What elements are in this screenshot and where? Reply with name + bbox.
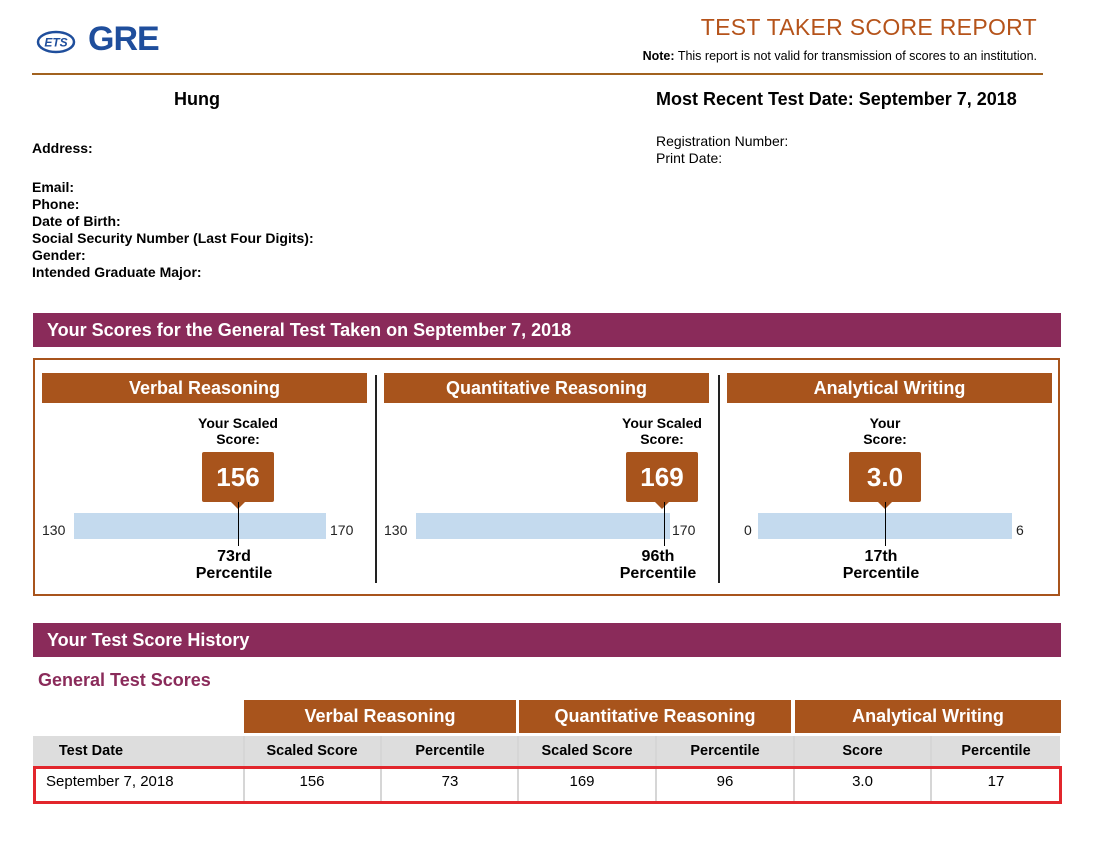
major-label: Intended Graduate Major: (32, 264, 202, 280)
print-date-label: Print Date: (656, 150, 723, 166)
history-cell-date: September 7, 2018 (46, 773, 174, 790)
panel-header: Analytical Writing (727, 373, 1052, 403)
history-section-header: Your Test Score History (33, 623, 1061, 657)
score-value: 169 (626, 452, 698, 502)
history-group-quant: Quantitative Reasoning (519, 700, 791, 733)
score-pointer-icon (655, 502, 669, 509)
note-label: Note: (642, 49, 675, 63)
dob-label: Date of Birth: (32, 213, 121, 229)
scaled-score-label-line: Your Scaled (622, 415, 702, 431)
note-text: This report is not valid for transmission of scores to an institution. (677, 49, 1037, 63)
scale-max-label: 170 (330, 522, 354, 538)
percentile-word: Percentile (842, 565, 920, 582)
scaled-score-label (825, 415, 945, 447)
ets-logo-icon (36, 30, 76, 54)
history-cell-verbal-pct: 73 (441, 773, 459, 790)
report-note (643, 49, 1037, 63)
score-value: 156 (202, 452, 274, 502)
col-writing-pct: Percentile (961, 743, 1031, 759)
scaled-score-label-line: Score: (640, 431, 684, 447)
score-scale-bar (74, 513, 326, 539)
ssn-label: Social Security Number (Last Four Digits): (32, 230, 314, 246)
scale-min-label: 130 (42, 522, 66, 538)
score-scale-bar (416, 513, 670, 539)
scale-max-label: 170 (672, 522, 696, 538)
history-cell-quant-pct: 96 (716, 773, 734, 790)
email-label: Email: (32, 179, 75, 195)
scale-max-label: 6 (1016, 522, 1024, 538)
score-marker (664, 502, 665, 546)
report-title: TEST TAKER SCORE REPORT (700, 14, 1037, 40)
panel-divider (375, 375, 377, 583)
scores-section-header: Your Scores for the General Test Taken on September 7, 2018 (33, 313, 1061, 347)
scaled-score-label (178, 415, 298, 447)
address-label: Address: (32, 140, 93, 156)
percentile-value: 96th (641, 548, 675, 565)
scale-min-label: 0 (744, 522, 752, 538)
col-verbal-scaled: Scaled Score (266, 743, 358, 759)
percentile-value: 17th (864, 548, 898, 565)
panel-header: Quantitative Reasoning (384, 373, 709, 403)
scaled-score-label-line: Score: (216, 431, 260, 447)
percentile-label (811, 548, 951, 582)
phone-label: Phone: (32, 196, 80, 212)
scaled-score-label (602, 415, 722, 447)
score-marker (238, 502, 239, 546)
gre-logo: GRE (88, 20, 159, 58)
history-cell-writing-score: 3.0 (852, 773, 873, 790)
scaled-score-label-line: Score: (863, 431, 907, 447)
percentile-label (164, 548, 304, 582)
general-test-scores-title: General Test Scores (38, 670, 211, 690)
score-value: 3.0 (849, 452, 921, 502)
history-cell-writing-pct: 17 (987, 773, 1005, 790)
col-quant-pct: Percentile (690, 743, 760, 759)
history-group-verbal: Verbal Reasoning (244, 700, 516, 733)
candidate-name: Hung (174, 89, 220, 109)
percentile-word: Percentile (619, 565, 697, 582)
col-writing-score: Score (842, 743, 883, 759)
highlight-box (33, 766, 1062, 804)
scaled-score-label-line: Your Scaled (198, 415, 278, 431)
scaled-score-label-line: Your (869, 415, 901, 431)
recent-test-date: Most Recent Test Date: September 7, 2018 (656, 89, 1017, 109)
scale-min-label: 130 (384, 522, 408, 538)
col-test-date: Test Date (58, 743, 124, 759)
percentile-label (588, 548, 728, 582)
svg-text:ETS: ETS (44, 35, 68, 50)
col-quant-scaled: Scaled Score (541, 743, 633, 759)
percentile-word: Percentile (195, 565, 273, 582)
col-verbal-pct: Percentile (415, 743, 485, 759)
registration-label: Registration Number: (656, 133, 789, 149)
history-group-writing: Analytical Writing (795, 700, 1061, 733)
header-divider (32, 73, 1043, 75)
gender-label: Gender: (32, 247, 86, 263)
history-cell-verbal-scaled: 156 (299, 773, 325, 790)
panel-header: Verbal Reasoning (42, 373, 367, 403)
history-cell-quant-scaled: 169 (569, 773, 595, 790)
percentile-value: 73rd (217, 548, 251, 565)
score-marker (885, 502, 886, 546)
